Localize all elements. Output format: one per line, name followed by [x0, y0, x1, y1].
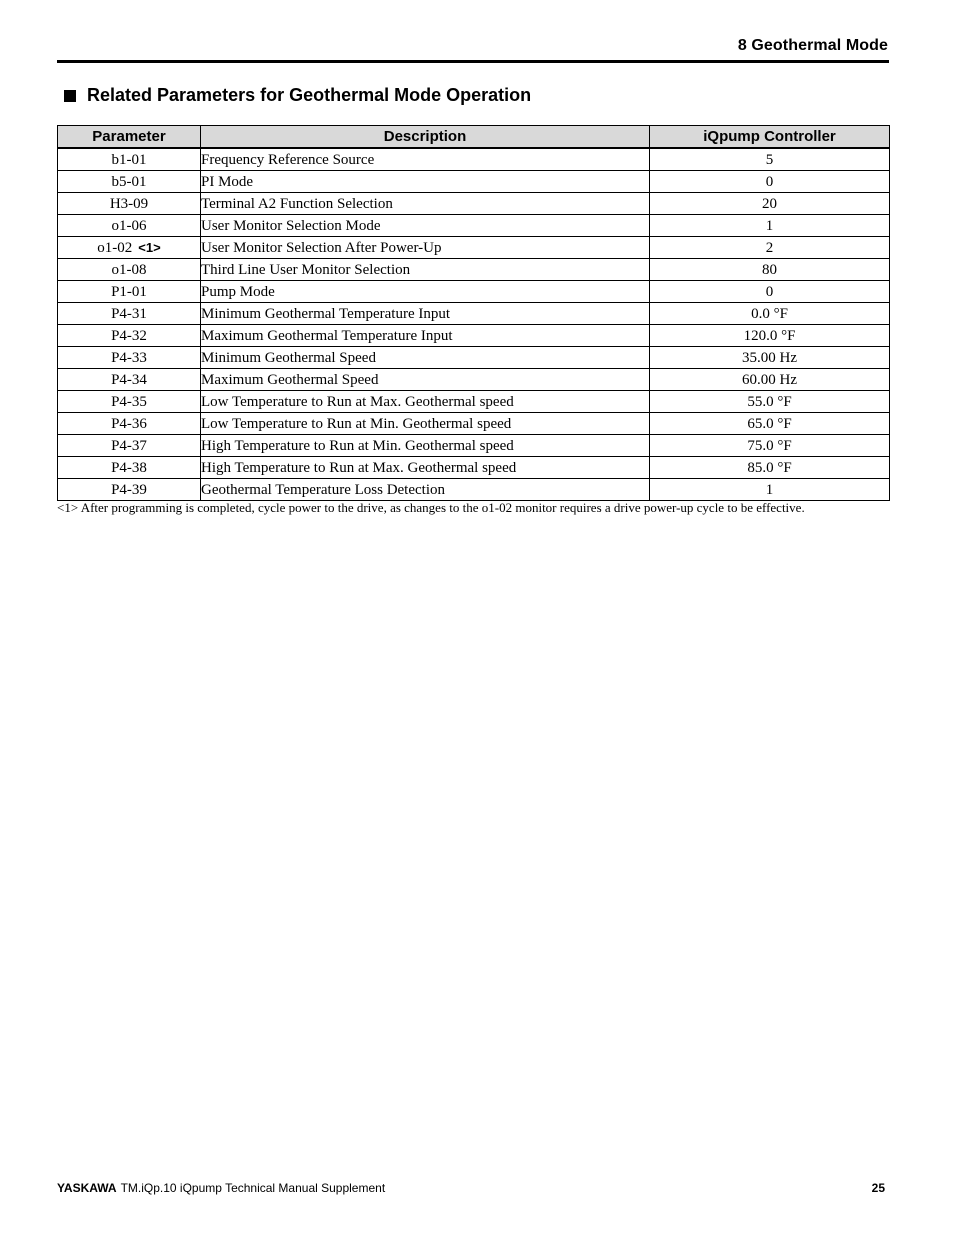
- parameter-cell: [58, 369, 201, 391]
- description-cell: User Monitor Selection Mode: [201, 215, 650, 237]
- value-cell: 1: [650, 215, 890, 237]
- header-iqpump-controller: iQpump Controller: [650, 126, 890, 149]
- parameter-cell: [58, 457, 201, 479]
- table-row: [58, 303, 890, 325]
- table-row: [58, 457, 890, 479]
- description-cell: Maximum Geothermal Temperature Input: [201, 325, 650, 347]
- parameter-cell: [58, 347, 201, 369]
- value-cell: 35.00 Hz: [650, 347, 890, 369]
- parameter-code: P4-38: [111, 459, 147, 476]
- section-heading: [64, 85, 531, 106]
- parameter-code: o1-02: [97, 239, 133, 256]
- parameter-cell: [58, 215, 201, 237]
- table-row: [58, 413, 890, 435]
- parameter-cell: [58, 303, 201, 325]
- parameter-cell: [58, 171, 201, 193]
- parameter-code: P4-31: [111, 305, 147, 322]
- description-cell: Terminal A2 Function Selection: [201, 193, 650, 215]
- parameter-code: P4-35: [111, 393, 147, 410]
- parameter-code: o1-06: [111, 217, 147, 234]
- table-row: [58, 391, 890, 413]
- parameter-code: b5-01: [111, 173, 147, 190]
- value-cell: 75.0 °F: [650, 435, 890, 457]
- table-row: [58, 215, 890, 237]
- value-cell: 55.0 °F: [650, 391, 890, 413]
- parameter-cell: [58, 193, 201, 215]
- header-description: Description: [201, 126, 650, 149]
- table-header-row: [58, 126, 890, 149]
- description-cell: Low Temperature to Run at Min. Geothermal speed: [201, 413, 650, 435]
- parameters-table: [57, 125, 890, 501]
- description-cell: Geothermal Temperature Loss Detection: [201, 479, 650, 501]
- header-rule: [57, 60, 889, 63]
- value-cell: 2: [650, 237, 890, 259]
- description-cell: Minimum Geothermal Speed: [201, 347, 650, 369]
- value-cell: 20: [650, 193, 890, 215]
- value-cell: 60.00 Hz: [650, 369, 890, 391]
- footer-left: [57, 1181, 385, 1195]
- running-head: 8 Geothermal Mode: [737, 37, 888, 54]
- value-cell: 0.0 °F: [650, 303, 890, 325]
- table-row: [58, 281, 890, 303]
- description-cell: High Temperature to Run at Min. Geothermal speed: [201, 435, 650, 457]
- table-row: [58, 171, 890, 193]
- parameter-code: P4-33: [111, 349, 147, 366]
- description-cell: Third Line User Monitor Selection: [201, 259, 650, 281]
- bullet-square-icon: [64, 90, 76, 102]
- value-cell: 65.0 °F: [650, 413, 890, 435]
- parameter-code: P1-01: [111, 283, 147, 300]
- table-row: [58, 193, 890, 215]
- footer-manual-title: TM.iQp.10 iQpump Technical Manual Supplement: [120, 1181, 386, 1195]
- description-cell: Maximum Geothermal Speed: [201, 369, 650, 391]
- page-number: 25: [871, 1181, 885, 1195]
- description-cell: Frequency Reference Source: [201, 148, 650, 171]
- footer-brand: YASKAWA: [57, 1181, 117, 1195]
- description-cell: Pump Mode: [201, 281, 650, 303]
- table-row: [58, 148, 890, 171]
- value-cell: 0: [650, 281, 890, 303]
- description-cell: Minimum Geothermal Temperature Input: [201, 303, 650, 325]
- description-cell: User Monitor Selection After Power-Up: [201, 237, 650, 259]
- footnote-reference: <1>: [138, 239, 161, 255]
- description-cell: High Temperature to Run at Max. Geothermal speed: [201, 457, 650, 479]
- header-parameter: Parameter: [58, 126, 201, 149]
- table-row: [58, 435, 890, 457]
- value-cell: 1: [650, 479, 890, 501]
- value-cell: 80: [650, 259, 890, 281]
- description-cell: PI Mode: [201, 171, 650, 193]
- parameter-cell: [58, 479, 201, 501]
- parameter-cell: [58, 435, 201, 457]
- value-cell: 0: [650, 171, 890, 193]
- parameter-code: o1-08: [111, 261, 147, 278]
- value-cell: 120.0 °F: [650, 325, 890, 347]
- parameter-code: P4-32: [111, 327, 147, 344]
- parameter-cell: [58, 237, 201, 259]
- footnote: <1> After programming is completed, cycle power to the drive, as changes to the o1-02 monitor requires a drive power-up cycle to be effective.: [57, 500, 805, 515]
- table-body: [58, 148, 890, 501]
- value-cell: 85.0 °F: [650, 457, 890, 479]
- table-row: [58, 259, 890, 281]
- table-row: [58, 347, 890, 369]
- section-title: Related Parameters for Geothermal Mode Operation: [87, 85, 532, 105]
- parameter-code: P4-34: [111, 371, 147, 388]
- parameter-code: P4-37: [111, 437, 147, 454]
- value-cell: 5: [650, 148, 890, 171]
- parameter-cell: [58, 325, 201, 347]
- parameter-cell: [58, 259, 201, 281]
- table-row: [58, 325, 890, 347]
- parameter-code: P4-36: [111, 415, 147, 432]
- description-cell: Low Temperature to Run at Max. Geothermal speed: [201, 391, 650, 413]
- parameter-cell: [58, 281, 201, 303]
- parameter-code: P4-39: [111, 481, 147, 498]
- parameter-cell: [58, 148, 201, 171]
- table-row: [58, 479, 890, 501]
- table-row: [58, 237, 890, 259]
- table-row: [58, 369, 890, 391]
- parameter-cell: [58, 391, 201, 413]
- parameter-code: H3-09: [109, 195, 149, 212]
- parameter-code: b1-01: [111, 151, 147, 168]
- parameter-cell: [58, 413, 201, 435]
